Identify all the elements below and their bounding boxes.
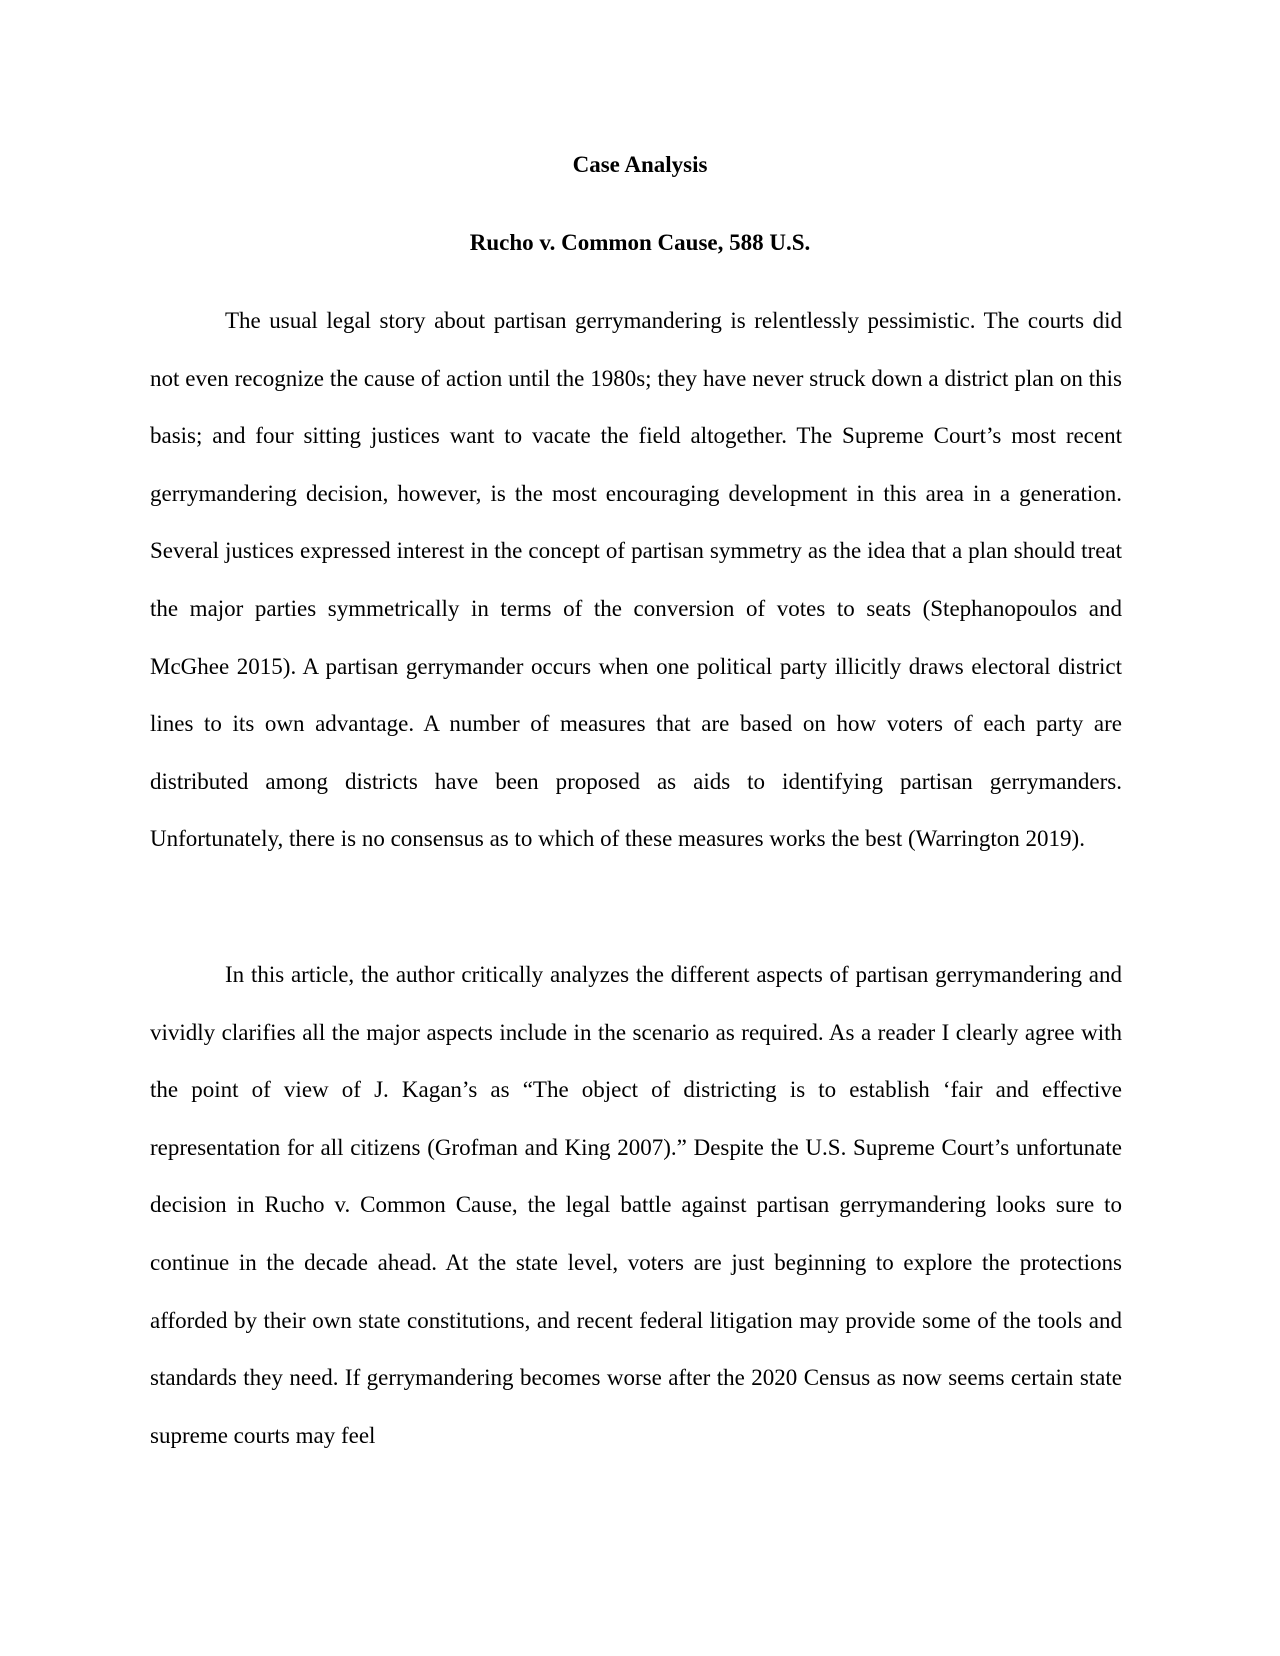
body-paragraph-1: The usual legal story about partisan gerrymandering is relentlessly pessimistic. The courts did not even recognize the cause of action until the 1980s; they have never struck down a district plan on this basis; and four sitting justices want to vacate the field altogether. The Supreme Court’s most recent gerrymandering decision, however, is the most encouraging development in this area in a generation. Several justices expressed interest in the concept of partisan symmetry as the idea that a plan should treat the major parties symmetrically in terms of the conversion of votes to seats (Stephanopoulos and McGhee 2015). A partisan gerrymander occurs when one political party illicitly draws electoral district lines to its own advantage. A number of measures that are based on how voters of each party are distributed among districts have been proposed as aids to identifying partisan gerrymanders. Unfortunately, there is no consensus as to which of these measures works the best (Warrington 2019).: [150, 308, 1122, 852]
body-paragraph-2: In this article, the author critically analyzes the different aspects of partisan gerrymandering and vividly clarifies all the major aspects include in the scenario as required. As a reader I clearly agree with the point of view of J. Kagan’s as “The object of districting is to establish ‘fair and effective representation for all citizens (Grofman and King 2007).” Despite the U.S. Supreme Court’s unfortunate decision in Rucho v. Common Cause, the legal battle against partisan gerrymandering looks sure to continue in the decade ahead. At the state level, voters are just beginning to explore the protections afforded by their own state constitutions, and recent federal litigation may provide some of the tools and standards they need. If gerrymandering becomes worse after the 2020 Census as now seems certain state supreme courts may feel: [150, 962, 1122, 1448]
case-citation-subtitle: Rucho v. Common Cause, 588 U.S.: [469, 230, 811, 255]
page-title: Case Analysis: [572, 152, 708, 177]
